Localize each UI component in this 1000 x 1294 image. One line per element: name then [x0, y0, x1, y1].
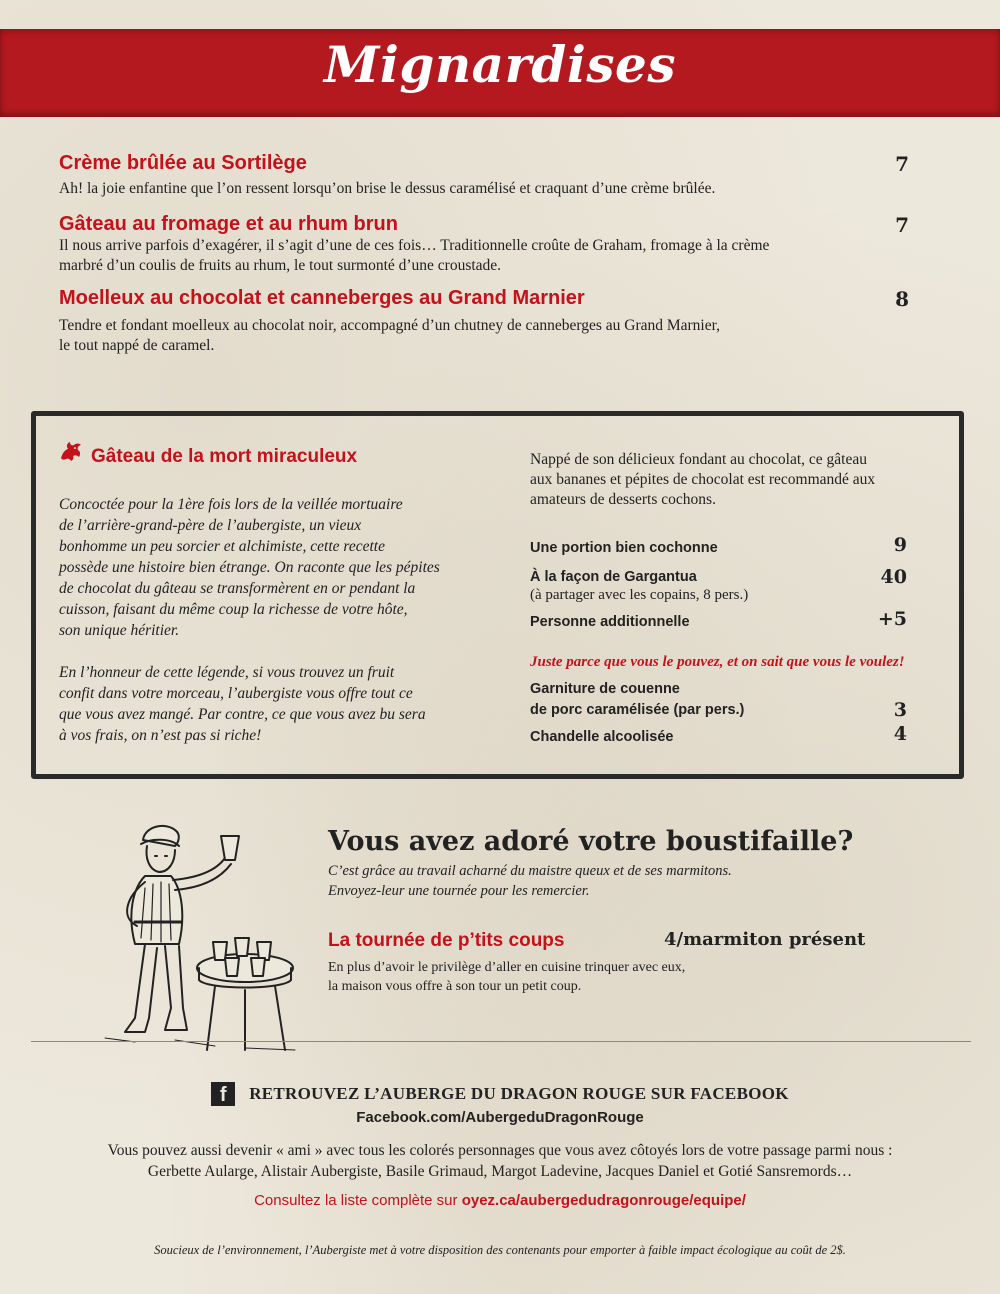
link-prefix: Consultez la liste complète sur — [254, 1192, 462, 1209]
story-line: Concoctée pour la 1ère fois lors de la veillée mortuaire — [59, 496, 403, 513]
option-label: À la façon de Gargantua — [530, 569, 697, 585]
story-paragraph — [59, 494, 459, 641]
feature-story — [59, 494, 459, 767]
boustifaille-title: Vous avez adoré votre boustifaille? — [328, 826, 854, 857]
story-line: que vous avez mangé. Par contre, ce que vous avez bu sera — [59, 706, 426, 723]
facebook-url[interactable]: Facebook.com/AubergeduDragonRouge — [356, 1109, 644, 1126]
feature-title-text: Gâteau de la mort miraculeux — [91, 446, 358, 467]
option-row — [530, 534, 925, 556]
story-paragraph — [59, 662, 459, 746]
friends-line: Gerbette Aularge, Alistair Aubergiste, Basile Grimaud, Margot Ladevine, Jacques Daniel et Gotié Sansremords… — [147, 1163, 853, 1180]
story-line: En l’honneur de cette légende, si vous trouvez un fruit — [59, 664, 395, 681]
intro-line: amateurs de desserts cochons. — [530, 491, 716, 508]
subtitle-line: Envoyez-leur une tournée pour les remercier. — [328, 883, 590, 899]
extras-note: Juste parce que vous le pouvez, et on sait que vous le voulez! — [530, 654, 905, 670]
facebook-title: RETROUVEZ L’AUBERGE DU DRAGON ROUGE SUR FACEBOOK — [249, 1084, 789, 1103]
option-row — [530, 608, 925, 630]
friends-text — [0, 1140, 1000, 1182]
staff-list-link — [0, 1192, 1000, 1209]
feature-title — [59, 440, 357, 468]
boustifaille-subtitle — [328, 861, 732, 901]
menu-item-name: Crème brûlée au Sortilège — [59, 152, 307, 174]
option-price: 40 — [880, 566, 907, 588]
desc-line: Il nous arrive parfois d’exagérer, il s’agit d’une de ces fois… Traditionnelle croûte de Graham, fromage à la crème — [59, 237, 770, 254]
staff-list-url[interactable]: oyez.ca/aubergedudragonrouge/equipe/ — [461, 1192, 746, 1209]
menu-item-price: 7 — [895, 213, 909, 237]
extra-label: Chandelle alcoolisée — [530, 729, 674, 745]
option-label: Une portion bien cochonne — [530, 540, 718, 556]
tournee-desc — [328, 958, 685, 996]
menu-item-desc — [59, 179, 919, 199]
footer-note: Soucieux de l’environnement, l’Aubergiste met à votre disposition des contenants pour emporter à faible impact écologique au coût de 2$. — [154, 1243, 846, 1257]
option-row — [530, 566, 925, 604]
menu-item — [59, 287, 919, 356]
facebook-row — [0, 1082, 1000, 1106]
extra-price: 3 — [893, 699, 907, 721]
story-line: cuisson, faisant du même coup la richesse de votre hôte, — [59, 601, 408, 618]
option-price: 9 — [893, 534, 907, 556]
feature-intro — [530, 450, 925, 510]
story-line: de chocolat du gâteau se transformèrent en or pendant la — [59, 580, 416, 597]
option-label: Personne additionnelle — [530, 614, 690, 630]
extra-label: de porc caramélisée (par pers.) — [530, 702, 745, 718]
story-line: à vos frais, on n’est pas si riche! — [59, 727, 262, 744]
dragon-icon — [59, 440, 85, 468]
menu-item-desc — [59, 316, 919, 356]
facebook-icon[interactable]: f — [211, 1082, 235, 1106]
story-line: possède une histoire bien étrange. On raconte que les pépites — [59, 559, 440, 576]
page-title: Mignardises — [324, 35, 676, 94]
story-line: confit dans votre morceau, l’aubergiste vous offre tout ce — [59, 685, 413, 702]
story-line: bonhomme un peu sorcier et alchimiste, cette recette — [59, 538, 385, 555]
menu-item-price: 8 — [895, 287, 909, 311]
option-price: +5 — [877, 608, 907, 630]
story-line: son unique héritier. — [59, 622, 180, 639]
extra-label: Garniture de couenne — [530, 681, 680, 697]
option-sub: (à partager avec les copains, 8 pers.) — [530, 587, 749, 603]
desc-line: Ah! la joie enfantine que l’on ressent lorsqu’on brise le dessus caramélisé et craquant d’une crème brûlée. — [59, 180, 716, 197]
subtitle-line: C’est grâce au travail acharné du maistre queux et de ses marmitons. — [328, 863, 732, 879]
menu-item — [59, 152, 919, 199]
tournee-name: La tournée de p’tits coups — [328, 930, 565, 951]
intro-line: aux bananes et pépites de chocolat est recommandé aux — [530, 471, 876, 488]
extra-row — [530, 679, 925, 721]
tournee-price: 4/marmiton présent — [664, 929, 866, 950]
feature-options — [530, 450, 925, 745]
menu-item-name: Gâteau au fromage et au rhum brun — [59, 213, 398, 235]
menu-item — [59, 213, 919, 276]
menu-item-desc — [59, 236, 919, 276]
desc-line: le tout nappé de caramel. — [59, 337, 215, 354]
desc-line: Tendre et fondant moelleux au chocolat noir, accompagné d’un chutney de canneberges au Grand Marnier, — [59, 317, 721, 334]
extra-row — [530, 723, 925, 745]
friends-line: Vous pouvez aussi devenir « ami » avec tous les colorés personnages que vous avez côtoyés lors de votre passage parmi nous : — [107, 1142, 893, 1159]
menu-item-price: 7 — [895, 152, 909, 176]
menu-item-name: Moelleux au chocolat et canneberges au Grand Marnier — [59, 287, 585, 309]
section-divider — [31, 1041, 971, 1042]
desc-line: marbré d’un coulis de fruits au rhum, le tout surmonté d’une croustade. — [59, 257, 502, 274]
server-illustration — [95, 818, 300, 1053]
desc-line: En plus d’avoir le privilège d’aller en cuisine trinquer avec eux, — [328, 960, 686, 975]
story-line: de l’arrière-grand-père de l’aubergiste, un vieux — [59, 517, 362, 534]
extra-price: 4 — [893, 723, 907, 745]
desc-line: la maison vous offre à son tour un petit coup. — [328, 979, 582, 994]
intro-line: Nappé de son délicieux fondant au chocolat, ce gâteau — [530, 451, 867, 468]
title-banner — [0, 29, 1000, 117]
